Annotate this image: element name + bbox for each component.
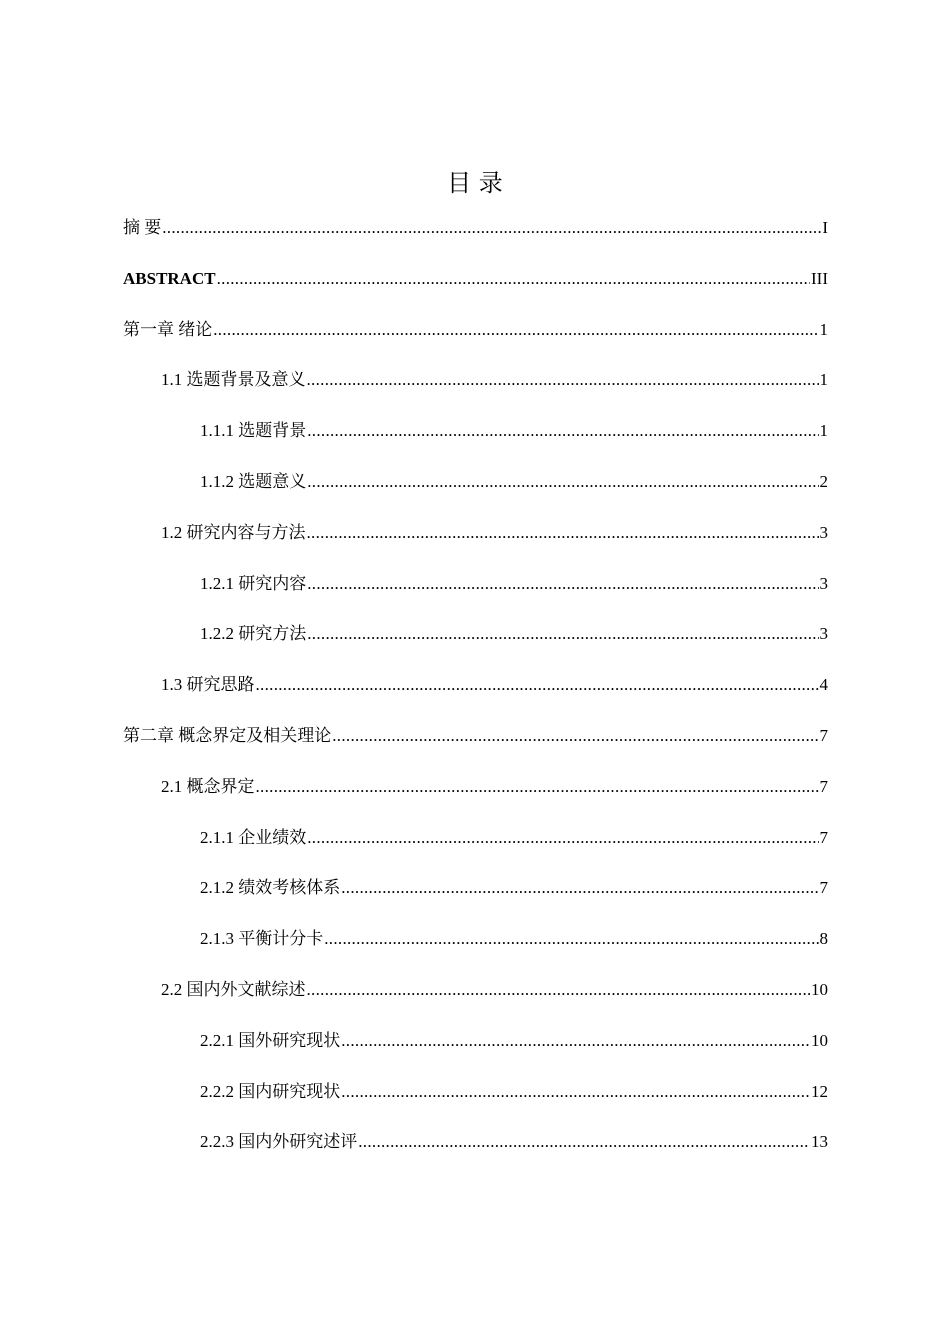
toc-entry-page: 1 <box>819 319 828 339</box>
toc-entry-label: 2.1.3 平衡计分卡 <box>200 929 324 949</box>
toc-entry-section-2-2-1[interactable] <box>123 1026 828 1077</box>
toc-dot-leader <box>307 518 819 548</box>
toc-entry-label: 1.2 研究内容与方法 <box>161 522 306 542</box>
toc-entry-section-2-2-3[interactable] <box>123 1127 828 1178</box>
toc-entry-section-1-1-1[interactable] <box>123 416 828 467</box>
toc-entry-section-2-1-2[interactable] <box>123 873 828 924</box>
toc-dot-leader <box>341 1026 810 1056</box>
toc-entry-section-1-1-2[interactable] <box>123 467 828 518</box>
toc-entry-label: 摘 要 <box>123 218 162 237</box>
toc-dot-leader <box>307 823 818 853</box>
toc-entry-page: 12 <box>811 1081 828 1101</box>
toc-entry-page: 3 <box>819 573 828 593</box>
toc-entry-page: 3 <box>819 522 828 542</box>
toc-entry-label: 1.1.1 选题背景 <box>200 421 307 441</box>
toc-entry-label: 1.3 研究思路 <box>161 675 255 695</box>
toc-dot-leader <box>307 365 819 395</box>
toc-list <box>123 213 828 1178</box>
toc-dot-leader <box>341 873 818 903</box>
toc-dot-leader <box>307 569 818 599</box>
toc-entry-label: 2.1 概念界定 <box>161 776 255 796</box>
toc-entry-label: 2.2.1 国外研究现状 <box>200 1030 341 1050</box>
toc-dot-leader <box>341 1077 810 1107</box>
toc-entry-label: 2.1.1 企业绩效 <box>200 827 307 847</box>
toc-dot-leader <box>256 772 819 802</box>
toc-entry-section-1-1[interactable] <box>123 365 828 416</box>
toc-entry-section-1-2[interactable] <box>123 518 828 569</box>
toc-entry-label: 1.2.1 研究内容 <box>200 573 307 593</box>
toc-entry-page: 3 <box>819 624 828 644</box>
toc-entry-section-2-1-1[interactable] <box>123 823 828 874</box>
toc-dot-leader <box>307 975 811 1005</box>
toc-entry-chapter-1[interactable] <box>123 315 828 366</box>
toc-entry-page: 10 <box>811 979 828 999</box>
toc-entry-chapter-2[interactable] <box>123 721 828 772</box>
toc-entry-page: 7 <box>819 725 828 745</box>
toc-entry-page: 8 <box>819 929 828 949</box>
toc-entry-page: 13 <box>811 1132 828 1152</box>
toc-dot-leader <box>162 213 821 243</box>
toc-entry-section-1-3[interactable] <box>123 670 828 721</box>
toc-entry-label: 1.1.2 选题意义 <box>200 471 307 491</box>
toc-entry-page: 1 <box>819 370 828 390</box>
toc-entry-section-2-1[interactable] <box>123 772 828 823</box>
toc-entry-page: I <box>822 218 828 237</box>
toc-entry-section-1-2-2[interactable] <box>123 619 828 670</box>
toc-entry-page: 7 <box>819 776 828 796</box>
toc-entry-label: 2.2 国内外文献综述 <box>161 979 306 999</box>
toc-entry-page: III <box>811 268 828 288</box>
toc-title: 目 录 <box>447 169 503 197</box>
toc-entry-page: 10 <box>811 1030 828 1050</box>
toc-entry-page: 2 <box>819 471 828 491</box>
toc-entry-label: 第二章 概念界定及相关理论 <box>123 725 332 745</box>
toc-entry-label: 1.2.2 研究方法 <box>200 624 307 644</box>
toc-entry-section-1-2-1[interactable] <box>123 569 828 620</box>
toc-entry-page: 7 <box>819 878 828 898</box>
toc-entry-section-2-1-3[interactable] <box>123 924 828 975</box>
toc-dot-leader <box>213 315 818 345</box>
toc-dot-leader <box>307 619 818 649</box>
toc-entry-label: ABSTRACT <box>123 268 216 288</box>
toc-entry-abstract-en[interactable] <box>123 264 828 315</box>
toc-dot-leader <box>358 1127 810 1157</box>
toc-entry-section-2-2-2[interactable] <box>123 1077 828 1128</box>
toc-entry-page: 1 <box>819 421 828 441</box>
toc-dot-leader <box>307 416 818 446</box>
toc-entry-abstract-cn[interactable] <box>123 213 828 264</box>
toc-dot-leader <box>217 264 810 294</box>
toc-entry-page: 4 <box>819 675 828 695</box>
toc-entry-label: 第一章 绪论 <box>123 319 213 339</box>
toc-entry-page: 7 <box>819 827 828 847</box>
toc-entry-section-2-2[interactable] <box>123 975 828 1026</box>
toc-entry-label: 2.2.3 国内外研究述评 <box>200 1132 358 1152</box>
toc-dot-leader <box>256 670 819 700</box>
toc-entry-label: 2.2.2 国内研究现状 <box>200 1081 341 1101</box>
toc-dot-leader <box>307 467 818 497</box>
toc-dot-leader <box>324 924 818 954</box>
toc-dot-leader <box>332 721 818 751</box>
toc-entry-label: 2.1.2 绩效考核体系 <box>200 878 341 898</box>
toc-entry-label: 1.1 选题背景及意义 <box>161 370 306 390</box>
